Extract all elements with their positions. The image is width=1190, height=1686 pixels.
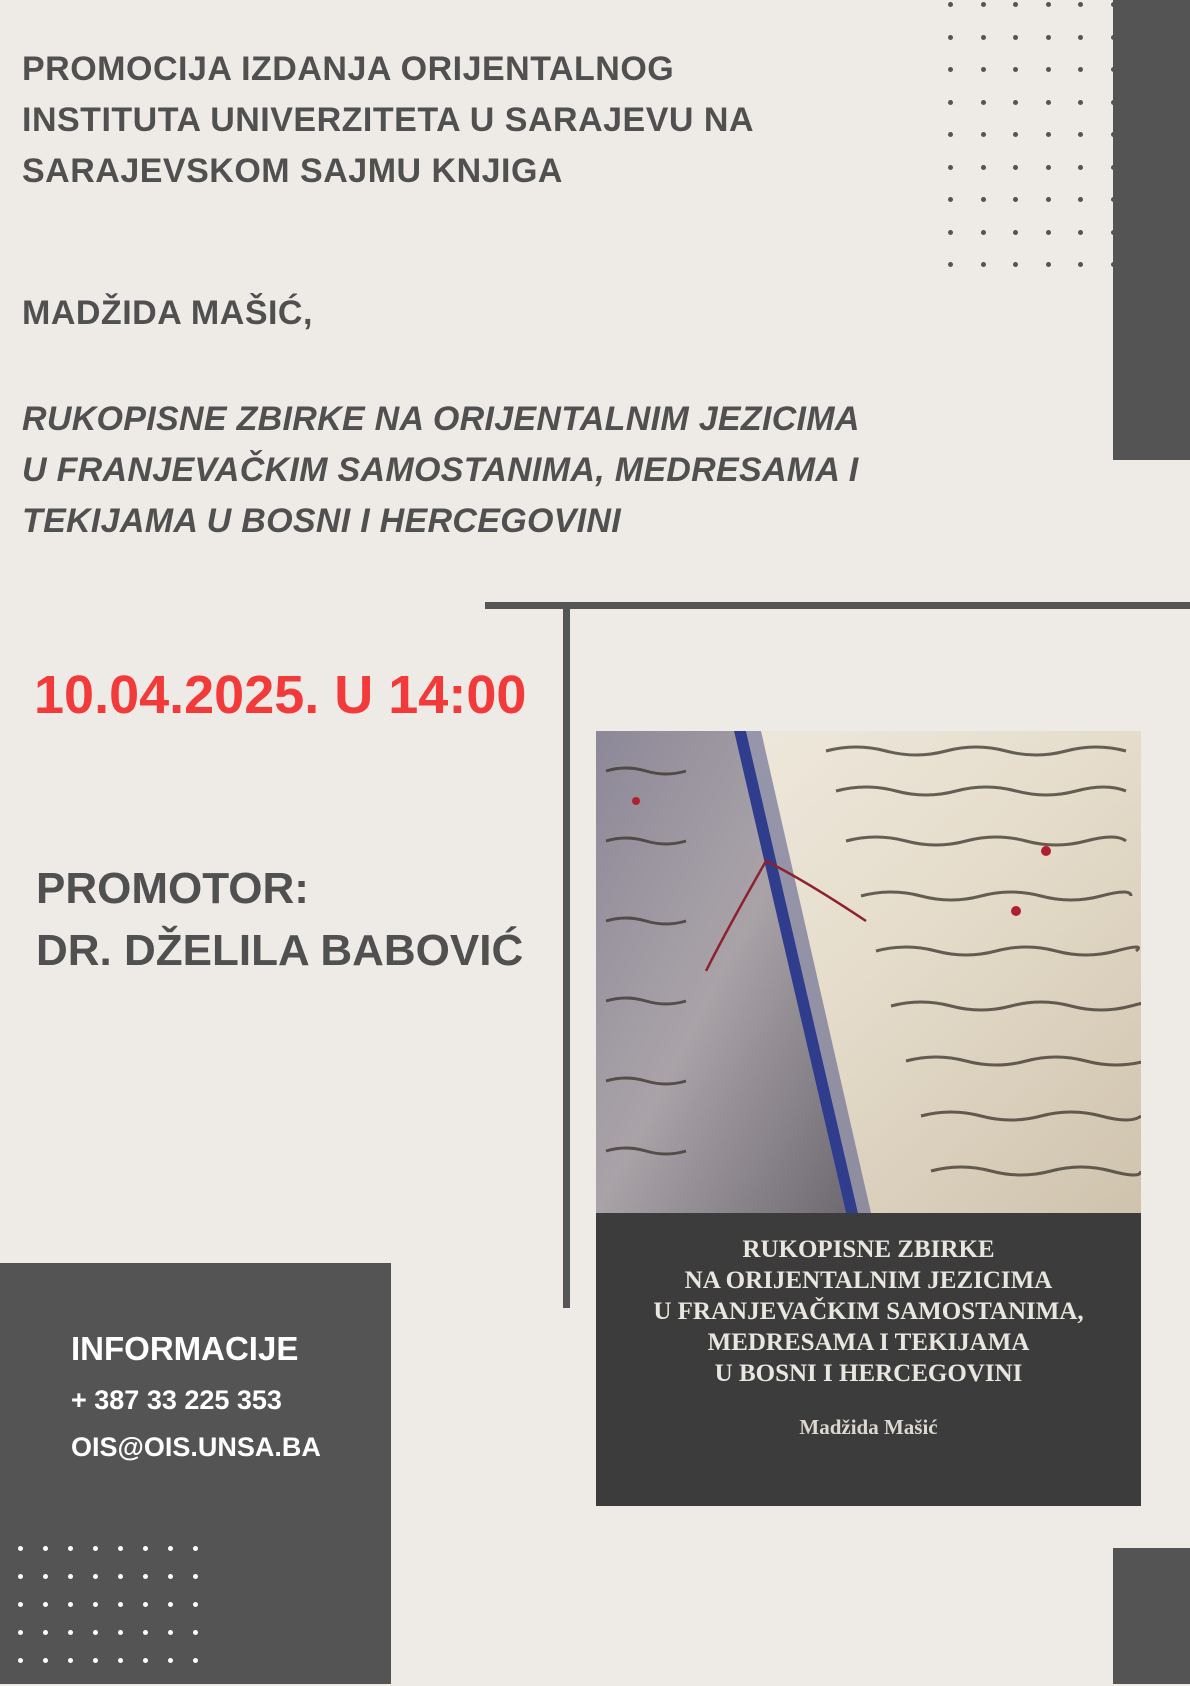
dot (981, 165, 986, 170)
dot (168, 1546, 173, 1551)
book-title-line: U FRANJEVAČKIM SAMOSTANIMA, MEDRESAMA I (22, 451, 859, 489)
dot (193, 1574, 198, 1579)
dot (1046, 35, 1051, 40)
dot (1046, 132, 1051, 137)
dot (18, 1546, 23, 1551)
dot (1111, 67, 1116, 72)
dot (18, 1658, 23, 1663)
dot (948, 67, 953, 72)
promotor-label: PROMOTOR: (36, 864, 309, 913)
dot (981, 197, 986, 202)
dot (948, 2, 953, 7)
dot (1078, 35, 1083, 40)
dot (168, 1630, 173, 1635)
dot (93, 1630, 98, 1635)
dot (18, 1630, 23, 1635)
dot (93, 1658, 98, 1663)
dot (68, 1630, 73, 1635)
dot (1078, 132, 1083, 137)
dot (1111, 132, 1116, 137)
dot (93, 1602, 98, 1607)
dot (981, 100, 986, 105)
dot (1046, 197, 1051, 202)
dot (1013, 100, 1018, 105)
dot (1046, 100, 1051, 105)
dot (1013, 197, 1018, 202)
dot (118, 1658, 123, 1663)
dot (193, 1658, 198, 1663)
dot (143, 1658, 148, 1663)
cover-author: Madžida Mašić (799, 1415, 938, 1439)
dot (43, 1574, 48, 1579)
dot (1078, 100, 1083, 105)
dot (1046, 230, 1051, 235)
info-email[interactable]: OIS@OIS.UNSA.BA (71, 1432, 321, 1462)
dot (93, 1574, 98, 1579)
dot (168, 1602, 173, 1607)
cover-title-line: RUKOPISNE ZBIRKE (742, 1236, 995, 1263)
dot (193, 1546, 198, 1551)
dot (18, 1574, 23, 1579)
event-date-time: 10.04.2025. U 14:00 (34, 665, 527, 725)
dot (143, 1574, 148, 1579)
header-line: INSTITUTA UNIVERZITETA U SARAJEVU NA (22, 101, 755, 139)
book-cover (596, 731, 1141, 1506)
dot (1013, 262, 1018, 267)
dot (118, 1602, 123, 1607)
dot (1078, 165, 1083, 170)
dot (1078, 262, 1083, 267)
dot (948, 197, 953, 202)
dot (43, 1658, 48, 1663)
dot (1111, 165, 1116, 170)
cover-title-line: U FRANJEVAČKIM SAMOSTANIMA, (653, 1298, 1084, 1325)
dot (948, 262, 953, 267)
dot (1013, 165, 1018, 170)
dot (1046, 2, 1051, 7)
promotor-name: DR. DŽELILA BABOVIĆ (36, 926, 524, 975)
dot (981, 35, 986, 40)
dot (68, 1658, 73, 1663)
dot (948, 35, 953, 40)
dot (1013, 35, 1018, 40)
dot (1111, 2, 1116, 7)
dot-pattern-top (948, 0, 1143, 295)
dot (43, 1546, 48, 1551)
manuscript-photo (596, 731, 1141, 1213)
promotor-block (36, 858, 523, 982)
decorative-bar-bottom-right (1113, 1548, 1190, 1684)
dot (43, 1630, 48, 1635)
dot (68, 1546, 73, 1551)
info-title: INFORMACIJE (71, 1330, 299, 1367)
dot (1013, 2, 1018, 7)
dot (193, 1602, 198, 1607)
event-header (22, 44, 922, 197)
dot (948, 165, 953, 170)
dot (1078, 197, 1083, 202)
author-name: MADŽIDA MAŠIĆ, (22, 294, 313, 332)
dot (193, 1630, 198, 1635)
dot (1013, 132, 1018, 137)
dot (143, 1630, 148, 1635)
dot (143, 1546, 148, 1551)
cover-title-line: MEDRESAMA I TEKIJAMA (707, 1329, 1030, 1356)
dot (168, 1574, 173, 1579)
dot (1013, 67, 1018, 72)
dot (1078, 230, 1083, 235)
cover-title-line: NA ORIJENTALNIM JEZICIMA (684, 1267, 1053, 1294)
dot (948, 230, 953, 235)
dot (981, 67, 986, 72)
dot (118, 1630, 123, 1635)
dot (118, 1546, 123, 1551)
dot (1046, 67, 1051, 72)
dot (1111, 262, 1116, 267)
dot (1111, 197, 1116, 202)
dot (1046, 165, 1051, 170)
dot (43, 1602, 48, 1607)
divider-horizontal (485, 602, 1190, 609)
dot (1111, 100, 1116, 105)
dot (1111, 230, 1116, 235)
dot-pattern-bottom (18, 1546, 218, 1686)
dot (143, 1602, 148, 1607)
dot (93, 1546, 98, 1551)
dot (1013, 230, 1018, 235)
dot (18, 1602, 23, 1607)
dot (1078, 2, 1083, 7)
dot (168, 1658, 173, 1663)
book-title-line: TEKIJAMA U BOSNI I HERCEGOVINI (22, 502, 622, 540)
book-title-line: RUKOPISNE ZBIRKE NA ORIJENTALNIM JEZICIMA (22, 400, 860, 438)
header-line: SARAJEVSKOM SAJMU KNJIGA (22, 152, 563, 190)
divider-vertical (563, 608, 570, 1308)
dot (1111, 35, 1116, 40)
dot (981, 262, 986, 267)
dot (1046, 262, 1051, 267)
dot (68, 1602, 73, 1607)
book-title (22, 394, 982, 547)
dot (118, 1574, 123, 1579)
header-line: PROMOCIJA IZDANJA ORIJENTALNOG (22, 50, 675, 88)
dot (981, 132, 986, 137)
cover-title-line: U BOSNI I HERCEGOVINI (714, 1360, 1023, 1387)
info-phone[interactable]: + 387 33 225 353 (71, 1385, 282, 1415)
cover-title (596, 1234, 1141, 1389)
dot (948, 132, 953, 137)
dot (68, 1574, 73, 1579)
dot (981, 230, 986, 235)
dot (948, 100, 953, 105)
dot (1078, 67, 1083, 72)
dot (981, 2, 986, 7)
